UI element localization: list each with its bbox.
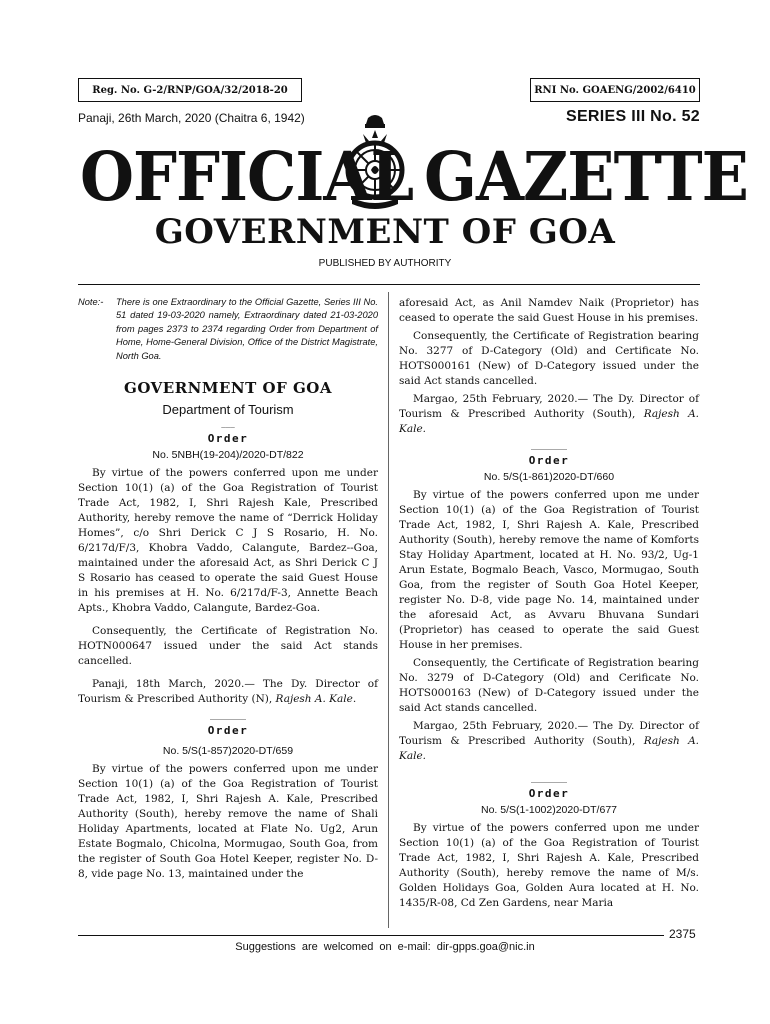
masthead-official: OFFICIAL (80, 137, 414, 217)
order-signoff (399, 392, 699, 437)
order-body: By virtue of the powers conferred upon me under Section 10(1) (a) of the Goa Registration of Tourist Trade Act, 1982, I, Shri Rajesh A. Kale, Prescribed Authority (South), hereby remove the name of M/s. Golden Holidays Goa, Golden Aura located at H. No. 1435/R-08, Cd Zen Gardens, near Maria (399, 822, 699, 909)
order-body-continuation: aforesaid Act, as Anil Namdev Naik (Proprietor) has ceased to operate the said Guest House in his premises. (399, 297, 699, 324)
signoff-text: Margao, 25th February, 2020.— The Dy. Director of Tourism & Prescribed Authority (South), (399, 720, 699, 747)
header-rule (78, 284, 700, 285)
right-column (399, 296, 699, 917)
order-body: By virtue of the powers conferred upon me under Section 10(1) (a) of the Goa Registration of Tourist Trade Act, 1982, I, Shri Rajesh A. Kale, Prescribed Authority (South), hereby remove the name of Shali Holiday Apartments, located at Flate No. Ug2, Arun Estate Bogmalo, Chicolna, Mormugao, South Goa, from the register of South Goa Hotel Keeper, register No. D-8, vide page No. 13, maintained under the (78, 763, 378, 881)
note-text: There is one Extraordinary to the Official Gazette, Series III No. 51 dated 19-03-2020 namely, Extraordinary dated 21-03-2020 from pages 2373 to 2374 regarding Order from Department of Home, Home-General Division, Office of the District Magistrate, North Goa. (116, 297, 378, 361)
order-separator: ________ (210, 710, 246, 721)
issue-date: Panaji, 26th March, 2020 (Chaitra 6, 1942) (78, 111, 305, 125)
signatory: Rajesh A. Kale. (399, 735, 699, 762)
order-signoff (399, 719, 699, 764)
suggestions-footer: Suggestions are welcomed on e-mail: dir-gpps.goa@nic.in (235, 941, 535, 953)
signatory: Rajesh A. Kale. (275, 693, 357, 706)
order-number: No. 5/S(1-1002)2020-DT/677 (481, 804, 617, 816)
section-heading: GOVERNMENT OF GOA (124, 379, 332, 398)
order-separator: ________ (531, 440, 567, 450)
order-title: Order (528, 454, 570, 467)
extraordinary-note (78, 296, 378, 363)
order-consequence: Consequently, the Certificate of Registration bearing No. 3279 of D-Category (Old) and Cerificate No. HOTS000163 (New) of D-Category issued under the said Act stands cancelled. (399, 657, 699, 714)
order-title: Order (528, 787, 570, 800)
left-column (78, 296, 378, 888)
column-divider (388, 292, 389, 928)
department-name: Department of Tourism (162, 402, 294, 418)
series-number: SERIES III No. 52 (565, 108, 700, 125)
order-body: By virtue of the powers conferred upon me under Section 10(1) (a) of the Goa Registration of Tourist Trade Act, 1982, I, Shri Rajesh Kale, Prescribed Authority, hereby remove the name of “Derrick Holiday Homes”, c/o Shri Derick C J S Rosario, H. No. 6/217d/F/3, Khobra Vaddo, Calangute, Bardez--Goa, maintained under the aforesaid Act, as Shri Derick C J S Rosario has ceased to operate the said Guest House in his premises at H. No. 6/217d/F-3, Annette Beach Apts., Khobra Vaddo, Calangute, Bardez-Goa. (78, 467, 378, 615)
note-label: Note:- (78, 297, 104, 307)
order-consequence: Consequently, the Certificate of Registration bearing No. 3277 of D-Category (Old) and Certificate No. HOTS000161 (New) of D-Category issued under the said Act stands cancelled. (399, 330, 699, 387)
order-body: By virtue of the powers conferred upon me under Section 10(1) (a) of the Goa Registration of Tourist Trade Act, 1982, I, Shri Rajesh A. Kale, Prescribed Authority (South), hereby remove the name of Komforts Stay Holiday Apartment, located at H. No. 93/2, Ug-1 Arun Estate, Bogmalo Beach, Vasco, Mormugao, South Goa, from the register of South Goa Hotel Keeper, register No. D-8, vide page No. 14, maintained under the aforesaid Act, as Avvaru Bhuvana Sundari (Proprietor) has ceased to operate the said Guest House in her premises. (399, 489, 699, 651)
signatory: Rajesh A. Kale. (399, 408, 699, 435)
signoff-text: Panaji, 18th March, 2020.— The Dy. Director of Tourism & Prescribed Authority (N), (78, 678, 378, 706)
rni-number-box: RNI No. GOAENG/2002/6410 (530, 78, 700, 102)
signoff-text: Margao, 25th February, 2020.— The Dy. Director of Tourism & Prescribed Authority (South), (399, 393, 699, 420)
order-title: Order (207, 432, 249, 446)
order-title: Order (207, 724, 249, 738)
order-separator: ________ (531, 773, 567, 783)
masthead-gazette: GAZETTE (424, 137, 748, 217)
registration-number-box: Reg. No. G-2/RNP/GOA/32/2018-20 (78, 78, 302, 102)
footer-rule (78, 935, 664, 936)
page-number: 2375 (669, 927, 696, 941)
order-number: No. 5/S(1-861)2020-DT/660 (483, 471, 615, 483)
order-signoff (78, 677, 378, 707)
department-separator: ___ (221, 418, 235, 429)
order-number: No. 5/S(1-857)2020-DT/659 (162, 745, 294, 758)
order-number: No. 5NBH(19-204)/2020-DT/822 (152, 449, 304, 462)
masthead-government-of-goa: GOVERNMENT OF GOA (154, 212, 616, 252)
published-by-authority: PUBLISHED BY AUTHORITY (318, 258, 452, 269)
order-consequence: Consequently, the Certificate of Registration No. HOTN000647 issued under the said Act stands cancelled. (78, 625, 378, 668)
